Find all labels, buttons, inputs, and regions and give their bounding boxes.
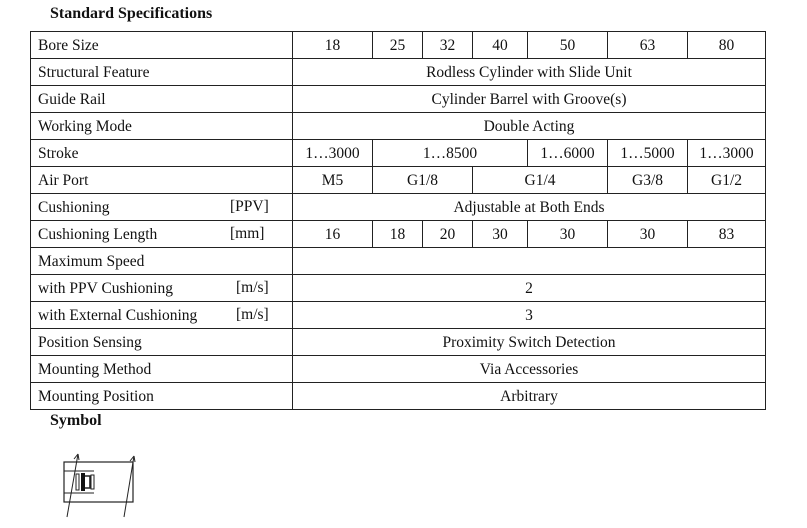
- airport-18: M5: [293, 167, 373, 194]
- label-external-speed: [31, 302, 293, 329]
- bore-32: 32: [423, 32, 473, 59]
- label-working-mode: Working Mode: [31, 113, 293, 140]
- stroke-18: 1…3000: [293, 140, 373, 167]
- rodless-cylinder-symbol-icon: [58, 452, 140, 522]
- label-cushioning-length-text: Cushioning Length: [38, 225, 158, 243]
- row-position-sensing: [31, 329, 766, 356]
- bore-50: 50: [528, 32, 608, 59]
- stroke-80: 1…3000: [688, 140, 766, 167]
- unit-external-speed: [m/s]: [236, 306, 269, 323]
- value-mounting-method: Via Accessories: [293, 356, 766, 383]
- value-mounting-position: Arbitrary: [293, 383, 766, 410]
- label-air-port: Air Port: [31, 167, 293, 194]
- bore-63: 63: [608, 32, 688, 59]
- value-structural-feature: Rodless Cylinder with Slide Unit: [293, 59, 766, 86]
- unit-cushioning: [PPV]: [230, 198, 269, 215]
- label-ppv-speed-text: with PPV Cushioning: [38, 279, 173, 297]
- stroke-25-40: 1…8500: [373, 140, 528, 167]
- row-air-port: [31, 167, 766, 194]
- row-maximum-speed: [31, 248, 766, 275]
- bore-80: 80: [688, 32, 766, 59]
- airport-25-32: G1/8: [373, 167, 473, 194]
- label-external-speed-text: with External Cushioning: [38, 306, 198, 324]
- value-guide-rail: Cylinder Barrel with Groove(s): [293, 86, 766, 113]
- airport-80: G1/2: [688, 167, 766, 194]
- cushlen-50: 30: [528, 221, 608, 248]
- cushlen-32: 20: [423, 221, 473, 248]
- airport-63: G3/8: [608, 167, 688, 194]
- value-ppv-speed: 2: [293, 275, 766, 302]
- spec-heading: Standard Specifications: [50, 5, 213, 22]
- label-guide-rail: Guide Rail: [31, 86, 293, 113]
- stroke-50: 1…6000: [528, 140, 608, 167]
- row-guide-rail: [31, 86, 766, 113]
- value-maximum-speed: [293, 248, 766, 275]
- label-stroke: Stroke: [31, 140, 293, 167]
- label-cushioning-text: Cushioning: [38, 198, 110, 216]
- label-cushioning: [31, 194, 293, 221]
- label-structural-feature: Structural Feature: [31, 59, 293, 86]
- label-position-sensing: Position Sensing: [31, 329, 293, 356]
- label-maximum-speed: Maximum Speed: [31, 248, 293, 275]
- bore-25: 25: [373, 32, 423, 59]
- airport-40-50: G1/4: [473, 167, 608, 194]
- value-external-speed: 3: [293, 302, 766, 329]
- unit-cushioning-length: [mm]: [230, 225, 265, 242]
- cushlen-25: 18: [373, 221, 423, 248]
- row-ppv-speed: [31, 275, 766, 302]
- label-bore-size: Bore Size: [31, 32, 293, 59]
- cushlen-40: 30: [473, 221, 528, 248]
- value-position-sensing: Proximity Switch Detection: [293, 329, 766, 356]
- label-mounting-position: Mounting Position: [31, 383, 293, 410]
- row-bore-size: [31, 32, 766, 59]
- row-external-speed: [31, 302, 766, 329]
- row-mounting-method: [31, 356, 766, 383]
- row-working-mode: [31, 113, 766, 140]
- row-stroke: [31, 140, 766, 167]
- label-cushioning-length: [31, 221, 293, 248]
- row-mounting-position: [31, 383, 766, 410]
- spec-table: [30, 31, 766, 410]
- cushlen-18: 16: [293, 221, 373, 248]
- unit-ppv-speed: [m/s]: [236, 279, 269, 296]
- value-working-mode: Double Acting: [293, 113, 766, 140]
- cushlen-63: 30: [608, 221, 688, 248]
- row-cushioning-length: [31, 221, 766, 248]
- bore-18: 18: [293, 32, 373, 59]
- row-cushioning: [31, 194, 766, 221]
- label-ppv-speed: [31, 275, 293, 302]
- bore-40: 40: [473, 32, 528, 59]
- cushlen-80: 83: [688, 221, 766, 248]
- value-cushioning: Adjustable at Both Ends: [293, 194, 766, 221]
- symbol-heading: Symbol: [50, 412, 102, 429]
- stroke-63: 1…5000: [608, 140, 688, 167]
- label-mounting-method: Mounting Method: [31, 356, 293, 383]
- row-structural-feature: [31, 59, 766, 86]
